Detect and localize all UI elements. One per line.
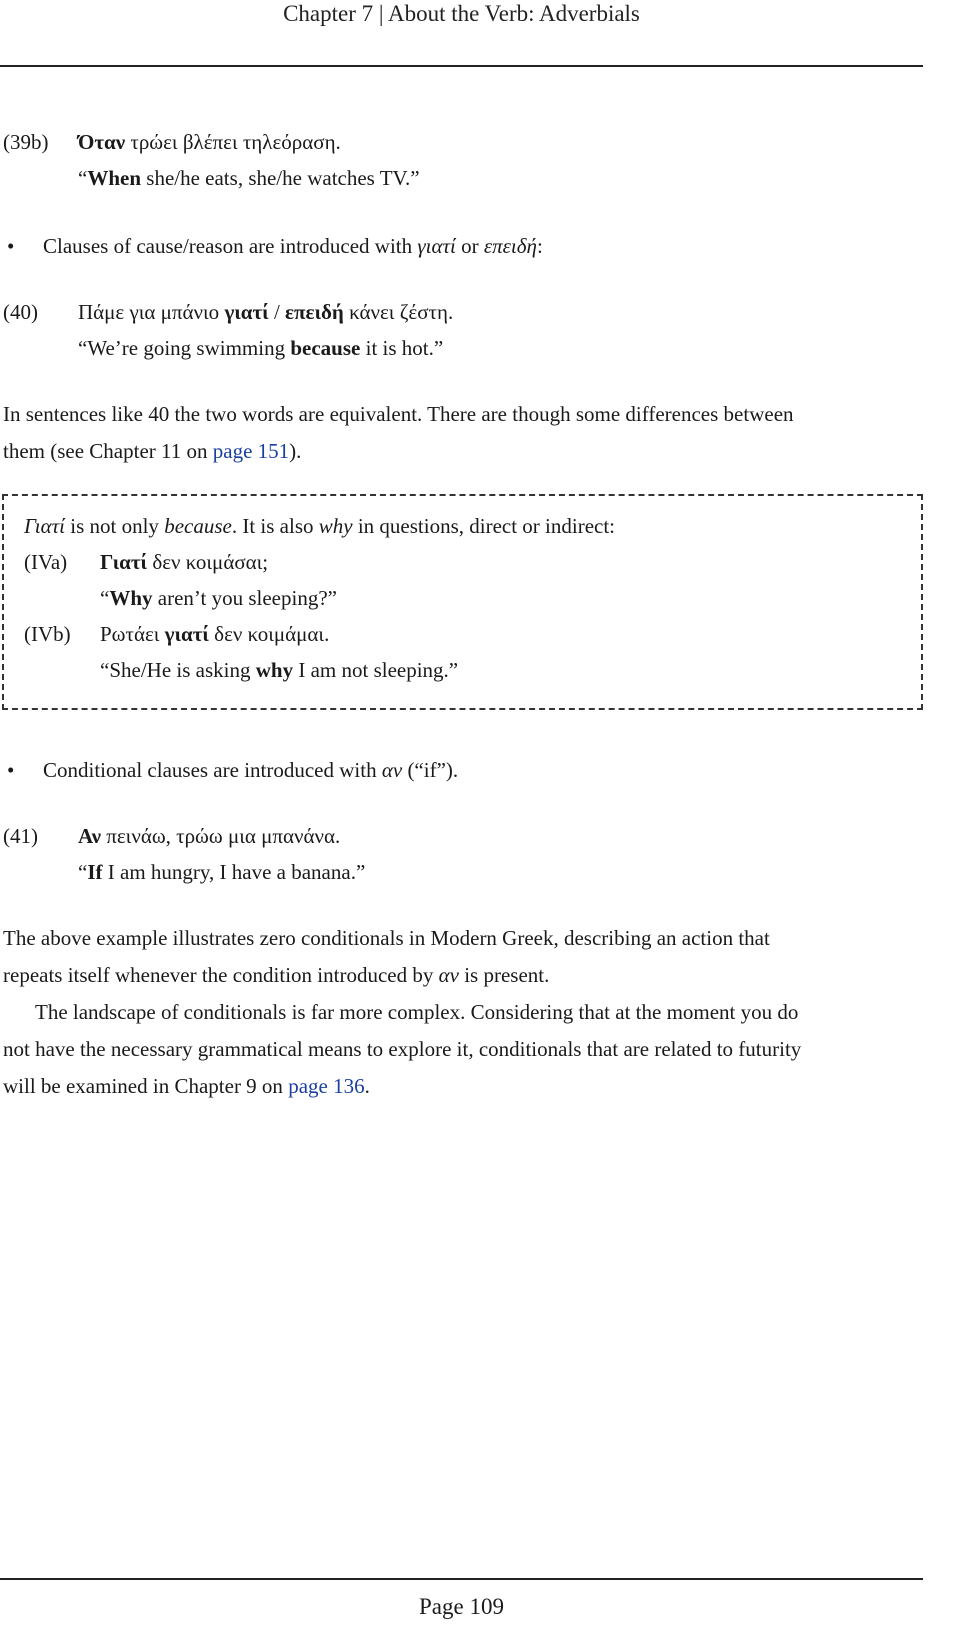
italic-term: γιατί bbox=[417, 234, 456, 258]
english-text: I am hungry, I have a banana.” bbox=[102, 860, 366, 884]
text-run: in questions, direct or indirect: bbox=[352, 514, 616, 538]
text-run: repeats itself whenever the condition introduced by bbox=[3, 963, 439, 987]
example-number: (41) bbox=[3, 824, 38, 848]
english-keyword: When bbox=[87, 166, 142, 190]
note-intro bbox=[24, 508, 615, 544]
english-text: she/he eats, she/he watches TV.” bbox=[141, 166, 420, 190]
text-run: : bbox=[536, 234, 543, 258]
page-link[interactable]: page 151 bbox=[212, 439, 290, 463]
greek-sentence bbox=[78, 294, 453, 330]
example-number: (39b) bbox=[3, 130, 49, 154]
paragraph-line: In sentences like 40 the two words are equivalent. There are though some differences between bbox=[3, 402, 794, 426]
bullet-text bbox=[43, 228, 543, 264]
english-keyword: because bbox=[290, 336, 361, 360]
footer-rule bbox=[0, 1578, 923, 1580]
open-quote: “ bbox=[100, 586, 110, 610]
running-header: Chapter 7 | About the Verb: Adverbials bbox=[283, 1, 640, 26]
paragraph-line: not have the necessary grammatical means to explore it, conditionals that are related to futurity bbox=[3, 1037, 802, 1061]
text-run: is not only bbox=[65, 514, 165, 538]
greek-text: δεν κοιμάμαι. bbox=[208, 622, 330, 646]
greek-keyword: γιατί bbox=[164, 622, 209, 646]
page-number: Page 109 bbox=[419, 1594, 504, 1619]
text-run: Conditional clauses are introduced with bbox=[43, 758, 382, 782]
italic-term: because bbox=[164, 514, 232, 538]
english-keyword: If bbox=[87, 860, 103, 884]
paragraph-line bbox=[3, 433, 923, 470]
paragraph-zero-conditionals bbox=[3, 920, 923, 994]
paragraph-conditionals-landscape bbox=[3, 994, 923, 1105]
english-translation bbox=[78, 330, 443, 366]
header-rule bbox=[0, 65, 923, 67]
greek-keyword: γιατί bbox=[224, 300, 269, 324]
english-translation bbox=[78, 854, 365, 890]
greek-sentence bbox=[100, 544, 268, 580]
text-run: . It is also bbox=[231, 514, 319, 538]
english-text: “She/He is asking bbox=[100, 658, 256, 682]
text-run: or bbox=[455, 234, 484, 258]
greek-keyword: Γιατί bbox=[100, 550, 148, 574]
open-quote: “ bbox=[78, 860, 88, 884]
note-box bbox=[2, 494, 923, 710]
greek-text: δεν κοιμάσαι; bbox=[147, 550, 269, 574]
english-keyword: why bbox=[255, 658, 294, 682]
italic-term: επειδή bbox=[483, 234, 537, 258]
text-run: (“if”). bbox=[402, 758, 459, 782]
greek-sentence bbox=[78, 818, 340, 854]
english-text: aren’t you sleeping?” bbox=[152, 586, 337, 610]
example-number: (IVa) bbox=[24, 550, 68, 574]
text-run: . bbox=[364, 1074, 370, 1098]
greek-text: Πάμε για μπάνιο bbox=[78, 300, 225, 324]
english-translation bbox=[100, 652, 458, 688]
paragraph-line: The landscape of conditionals is far more complex. Considering that at the moment you do bbox=[35, 1000, 799, 1024]
greek-keyword: επειδή bbox=[285, 300, 344, 324]
english-text: it is hot.” bbox=[360, 336, 444, 360]
greek-keyword: Όταν bbox=[78, 130, 126, 154]
greek-keyword: Αν bbox=[78, 824, 101, 848]
greek-text: Ρωτάει bbox=[100, 622, 165, 646]
greek-text: τρώει βλέπει τηλεόραση. bbox=[125, 130, 341, 154]
bullet-marker: • bbox=[7, 758, 15, 782]
text-run: is present. bbox=[458, 963, 550, 987]
paragraph-equivalence bbox=[3, 396, 923, 470]
bullet-text bbox=[43, 752, 458, 788]
greek-sentence bbox=[78, 124, 341, 160]
greek-text: πεινάω, τρώω μια μπανάνα. bbox=[101, 824, 341, 848]
bullet-marker: • bbox=[7, 234, 15, 258]
text-run: Clauses of cause/reason are introduced with bbox=[43, 234, 418, 258]
page-link[interactable]: page 136 bbox=[288, 1074, 365, 1098]
italic-term: why bbox=[318, 514, 353, 538]
italic-term: αν bbox=[381, 758, 403, 782]
paragraph-line bbox=[3, 957, 923, 994]
english-text: “We’re going swimming bbox=[78, 336, 291, 360]
text-run: ). bbox=[289, 439, 302, 463]
greek-sentence bbox=[100, 616, 329, 652]
italic-term: Γιατί bbox=[24, 514, 65, 538]
example-number: (IVb) bbox=[24, 622, 71, 646]
italic-term: αν bbox=[438, 963, 459, 987]
text-run: them (see Chapter 11 on bbox=[3, 439, 213, 463]
text-run: will be examined in Chapter 9 on bbox=[3, 1074, 289, 1098]
english-translation bbox=[78, 160, 420, 196]
paragraph-line: The above example illustrates zero conditionals in Modern Greek, describing an action that bbox=[3, 926, 770, 950]
example-number: (40) bbox=[3, 300, 38, 324]
open-quote: “ bbox=[78, 166, 88, 190]
english-keyword: Why bbox=[109, 586, 153, 610]
paragraph-line bbox=[3, 1068, 923, 1105]
english-translation bbox=[100, 580, 337, 616]
greek-text: / bbox=[268, 300, 286, 324]
greek-text: κάνει ζέστη. bbox=[343, 300, 454, 324]
english-text: I am not sleeping.” bbox=[293, 658, 459, 682]
